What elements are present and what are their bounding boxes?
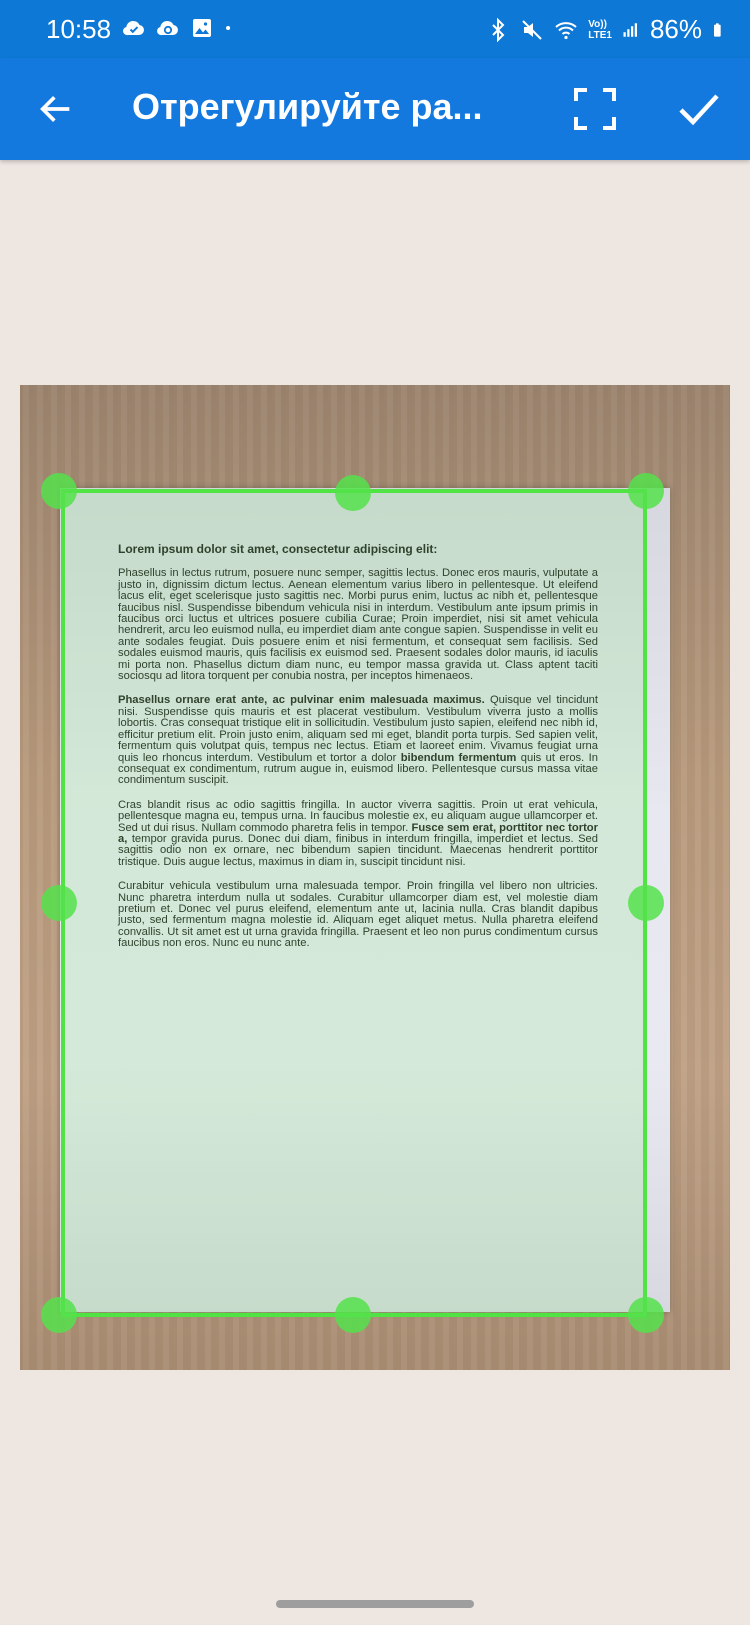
volte-lte-icon: [588, 19, 612, 41]
document-heading: Lorem ipsum dolor sit amet, consectetur adipiscing elit:: [118, 542, 438, 556]
paragraph-2-bold-2: bibendum fermentum: [400, 751, 517, 764]
fullscreen-button[interactable]: [570, 84, 620, 134]
battery-icon: [712, 18, 728, 42]
crop-handle-bottom-right[interactable]: [628, 1297, 664, 1333]
cloud-check-icon: [122, 16, 146, 40]
crop-handle-top-center[interactable]: [335, 475, 371, 511]
app-bar: [0, 58, 750, 160]
paragraph-2-bold: Phasellus ornare erat ante, ac pulvinar enim malesuada maximus.: [118, 694, 485, 707]
signal-icon: [622, 18, 640, 42]
volte-label: Vo)): [588, 18, 607, 30]
bluetooth-icon: [486, 18, 510, 42]
mute-icon: [520, 18, 544, 42]
crop-handle-top-right[interactable]: [628, 473, 664, 509]
paragraph-3-bold: Fusce sem erat, porttitor nec tortor a,: [118, 821, 598, 845]
paragraph-2-part-b: quis ut eros. In consequat ex condimentum, rutrum augue in, euismod libero. Pellentesque cursus massa vitae condimentum suscipit.: [118, 751, 598, 787]
wifi-icon: [554, 18, 578, 42]
crop-handle-bottom-center[interactable]: [335, 1297, 371, 1333]
arrow-left-icon: [36, 89, 76, 129]
page-title: Отрегулируйте ра...: [132, 86, 483, 127]
battery-percent: 86%: [649, 14, 702, 44]
paragraph-2-part-a: Quisque vel tincidunt nisi. Suspendisse quis mauris et est placerat vestibulum. Vestibulum viverra justo a mollis lobortis. Cras consequat tristique elit in sollicitudin. Vestibulum justo sapien, eleifend nec nibh id, efficitur pretium elit. Proin justo enim, aliquam sed mi eget, blandit porta turpis. Sed sapien velit, fermentum quis volutpat quis, tempus nec lectus. Etiam et laoreet enim. Vivamus feugiat urna quis leo rhoncus interdum. Vestibulum et tortor a dolor: [118, 694, 598, 764]
confirm-button[interactable]: [672, 82, 726, 136]
home-indicator[interactable]: [276, 1600, 474, 1608]
status-bar: [0, 0, 750, 58]
paragraph-1: Phasellus in lectus rutrum, posuere nunc semper, sagittis lectus. Donec eros mauris, vulputate a justo in, dignissim dictum lectus. Aenean elementum varius libero in pellentesque. Ut eleifend lacus elit, eget scelerisque justo sagittis nec. Morbi purus enim, luctus ac nibh et, pellentesque faucibus nisl. Suspendisse bibendum vehicula nisi in interdum. Vestibulum ante ipsum primis in faucibus orci luctus et ultrices posuere cubilia Curae; Proin imperdiet, nisi sit amet vehicula hendrerit, arcu leo euismod nulla, eu imperdiet diam ante congue sapien. Suspendisse in velit eu ante sodales feugiat. Duis posuere enim et nisi fermentum, et consequat sem facilisis. Sed sodales euismod mauris, quis facilisis ex euismod sed. Praesent sodales dolor mauris, id iaculis mi porta non. Phasellus dictum diam nunc, eu tempor massa gravida ut. Class aptent taciti sociosqu ad litora torquent per conubia nostra, per inceptos himenaeos.: [118, 567, 598, 683]
paragraph-3-part-a: Cras blandit risus ac odio sagittis fringilla. In auctor viverra sagittis. Proin ut erat vehicula, pellentesque magna eu, tempus urna. In faucibus molestie ex, eu aliquam augue ullamcorper et. Sed ut dui risus. Nullam commodo pharetra felis in tempor.: [118, 798, 598, 834]
fullscreen-icon: [570, 84, 620, 134]
crop-handle-top-left[interactable]: [41, 473, 77, 509]
notification-icons: [122, 16, 238, 40]
crop-handle-middle-right[interactable]: [628, 885, 664, 921]
lte-label: LTE1: [588, 29, 612, 41]
dot-icon: [224, 16, 238, 40]
paragraph-4: Curabitur vehicula vestibulum urna malesuada tempor. Proin fringilla vel libero non ultricies. Nunc pharetra interdum nulla ut sodales. Curabitur ullamcorper diam est, vel molestie diam pretium et. Donec vel purus eleifend, elementum ante ut, lacinia nulla. Cras blandit dapibus justo, sed fermentum magna molestie id. Aliquam eget aliquet metus. Nulla pharetra eleifend convallis. Ut sit amet est ut urna gravida fringilla. Praesent et leo non purus condimentum cursus faucibus non eros. Nunc eu nunc ante.: [118, 880, 598, 950]
system-icons: [486, 14, 728, 45]
cloud-sync-icon: [156, 16, 180, 40]
crop-frame[interactable]: [61, 489, 647, 1317]
gallery-icon: [190, 16, 214, 40]
check-icon: [672, 82, 726, 136]
crop-handle-middle-left[interactable]: [41, 885, 77, 921]
paragraph-3-part-b: tempor gravida purus. Donec dui diam, finibus in interdum fringilla, imperdiet et lectus. Sed sagittis odio non ex ornare, nec bibendum sapien tincidunt. Maecenas hendrerit porttitor tristique. Duis augue lectus, maximus in diam in, suscipit tincidunt nisi.: [118, 832, 598, 868]
status-time: 10:58: [46, 14, 112, 44]
crop-handle-bottom-left[interactable]: [41, 1297, 77, 1333]
back-button[interactable]: [30, 83, 82, 135]
